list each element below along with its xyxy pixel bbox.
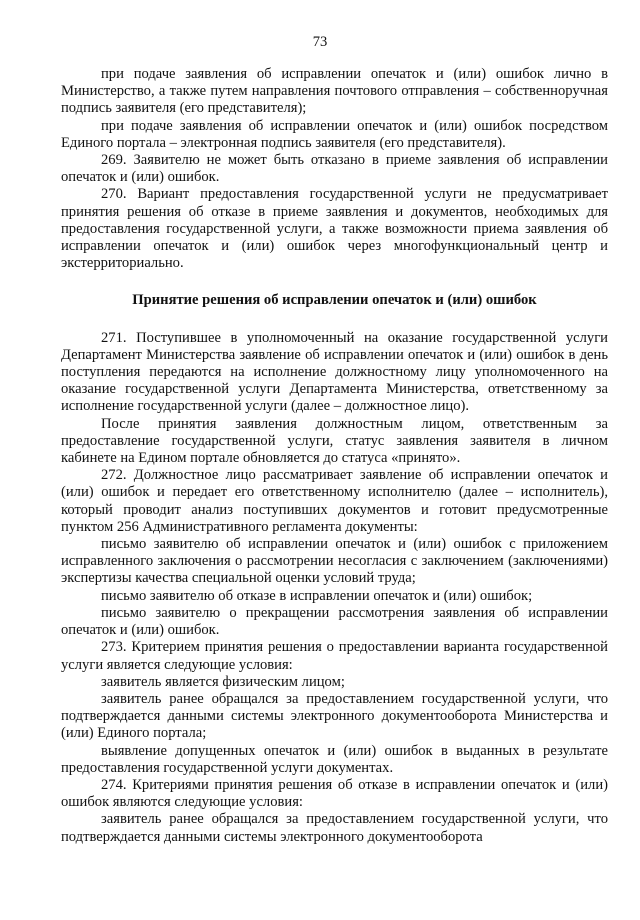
- spacer: [61, 272, 608, 292]
- paragraph: После принятия заявления должностным лицом, ответственным за предоставление государственной услуги, статус заявления заявителя в личном кабинете на Едином портале обновляется до статуса «принято».: [61, 415, 608, 467]
- paragraph-271: 271. Поступившее в уполномоченный на оказание государственной услуги Департамент Министерства заявление об исправлении опечаток и (или) ошибок в день поступления передаются на исполнение должностному лицу уполномоченного на оказание государственной услуги Департамента Министерства, ответственному за исполнение государственной услуги (далее – должностное лицо).: [61, 329, 608, 415]
- list-item: заявитель ранее обращался за предоставлением государственной услуги, что подтверждается данными системы электронного документооборота Министерства и (или) Единого портала;: [61, 690, 608, 742]
- section-heading: Принятие решения об исправлении опечаток и (или) ошибок: [132, 292, 537, 309]
- list-item: письмо заявителю об отказе в исправлении опечаток и (или) ошибок;: [101, 587, 533, 604]
- list-item: письмо заявителю об исправлении опечаток и (или) ошибок с приложением исправленного заключения о рассмотрении несогласия с заключением (заключениями) экспертизы качества специальной оценки условий труда;: [61, 536, 608, 587]
- list-item: письмо заявителю о прекращении рассмотрения заявления об исправлении опечаток и (или) ошибок.: [61, 604, 608, 639]
- list-item: выявление допущенных опечаток и (или) ошибок в выданных в результате предоставления государственной услуги документах.: [61, 742, 608, 776]
- paragraph: при подаче заявления об исправлении опечаток и (или) ошибок лично в Министерство, а также путем направления почтового отправления – собственноручная подпись заявителя (его представителя);: [61, 66, 608, 117]
- list-item: заявитель ранее обращался за предоставлением государственной услуги, что подтверждается данными системы электронного документооборота: [61, 811, 608, 845]
- paragraph-272: 272. Должностное лицо рассматривает заявление об исправлении опечаток и (или) ошибок и передает его ответственному исполнителю (далее – исполнитель), который проводит анализ поступивших документов и готовит предусмотренные пунктом 256 Административного регламента документы:: [61, 467, 608, 535]
- document-body: [61, 66, 608, 846]
- page-number: 73: [312, 34, 328, 50]
- spacer: [61, 310, 608, 330]
- paragraph-270: 270. Вариант предоставления государственной услуги не предусматривает принятия решения об отказе в приеме заявления и документов, необходимых для предоставления государственной услуги, а также возможности приема заявления об исправлении опечаток и (или) ошибок через многофункциональный центр и экстерриториально.: [61, 186, 608, 272]
- paragraph: при подаче заявления об исправлении опечаток и (или) ошибок посредством Единого портала – электронная подпись заявителя (его представителя).: [61, 117, 608, 151]
- list-item: заявитель является физическим лицом;: [101, 673, 345, 690]
- paragraph-274: 274. Критериями принятия решения об отказе в исправлении опечаток и (или) ошибок являются следующие условия:: [61, 776, 608, 811]
- paragraph-273: 273. Критерием принятия решения о предоставлении варианта государственной услуги является следующие условия:: [61, 639, 608, 673]
- paragraph-269: 269. Заявителю не может быть отказано в приеме заявления об исправлении опечаток и (или) ошибок.: [61, 152, 608, 186]
